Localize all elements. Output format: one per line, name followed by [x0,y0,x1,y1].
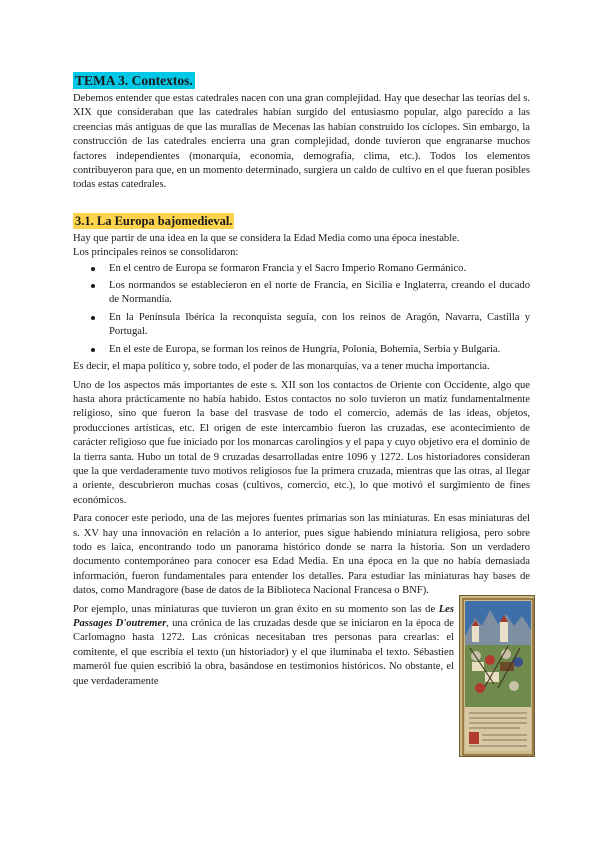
list-item: En la Península Ibérica la reconquista seguía, con los reinos de Aragón, Navarra, Castilla y Portugal. [73,311,530,340]
miniature-illustration [459,595,535,757]
paragraph-miniaturas: Para conocer este periodo, una de las mejores fuentes primarias son las miniaturas. En esas miniaturas del s. XV hay una innovación en relación a lo anterior, pues sigue habiendo miniatura religiosa, pero sobre todo es laica, encontrando todo un panorama histórico donde se narra la historia. Son un verdadero documento contemporáneo para conocer esa Edad Media. En una época en la que no había demasiada información, fueron fundamentales para entender los detalles. Para estudiar las miniaturas hay bases de datos, como Mandragore (base de datos de la Biblioteca Nacional Francesa o BNF). [73,513,530,597]
document-page [73,72,530,693]
reinos-list [73,262,530,357]
list-item: En el este de Europa, se forman los reinos de Hungría, Polonia, Bohemia, Serbia y Bulgaria. [73,343,530,357]
heading-section-3-1: 3.1. La Europa bajomedieval. [75,213,233,228]
book-title: Les Passages D'outremer [73,603,454,629]
paragraph-edad-media: Hay que partir de una idea en la que se considera la Edad Media como una época inestable. [73,232,460,244]
intro-paragraph: Debemos entender que estas catedrales nacen con una gran complejidad. Hay que desechar las teorías del s. XIX que consideraban que las catedrales habían surgido del entusiasmo popular, algo parecido a las creencias más antiguas de que las murallas de Mecenas las habían construido los cíclopes. Sin embargo, la construcción de las catedrales encierra una gran complejidad, donde tuvieron que engranarse muchos factores independientes (monarquía, economía, demografía, clima, etc.). Todos los elementos contribuyeron para que, en un momento determinado, surgiera un caldo de cultivo en el que fueran posibles todas estas catedrales. [73,93,530,191]
paragraph-reinos: Los principales reinos se consolidaron: [73,247,239,259]
list-item: Los normandos se establecieron en el norte de Francia, en Sicilia e Inglaterra, creando el ducado de Normandía. [73,279,530,308]
heading-tema-3: TEMA 3. Contextos. [75,73,193,88]
paragraph-passages-start: Por ejemplo, unas miniaturas que tuvieron un gran éxito en su momento son las de [73,603,439,615]
list-item: En el centro de Europa se formaron Francia y el Sacro Imperio Romano Germánico. [73,262,530,276]
paragraph-passages [73,603,454,689]
paragraph-oriente-occidente: Uno de los aspectos más importantes de este s. XII son los contactos de Oriente con Occidente, algo que hasta ahora prácticamente no había habido. Estos contactos no solo tuvieron un matiz fundamentalmente religioso, sino que fueron la base del trasvase de todo el comercio, además de las ideas, objetos, producciones artísticas, etc. El origen de este intercambio fueron las cruzadas, ese acontecimiento de carácter religioso que fue iniciado por los monarcas carolingios y el papa y cuyo objetivo era el dominio de la tierra santa. Hubo un total de 9 cruzadas desarrolladas entre 1096 y 1272. Los historiadores consideran que la que verdaderamente tuvo motivos religiosos fue la primera cruzada, mientras que las otras, al llegar a oriente, descubrieron muchas cosas (cultivos, comercio, etc.), lo que motivó el surgimiento de fines económicos. [73,379,530,506]
paragraph-mapa-politico: Es decir, el mapa político y, sobre todo, el poder de las monarquías, va a tener mucha importancia. [73,361,490,373]
paragraph-passages-end: , una crónica de las cruzadas desde que se iniciaron en la época de Carlomagno hasta 1272. Las crónicas necesitaban tres personas para crearlas: el comitente, el que escribía el texto (un historiador) y el que iluminaba el texto. Sébastien mameról fue quien escribió la obra, basándose en testimonios históricos. No obstante, el que verdaderamente [73,618,454,687]
passages-section [73,603,530,689]
miniature-battle-scene-image [460,596,535,757]
